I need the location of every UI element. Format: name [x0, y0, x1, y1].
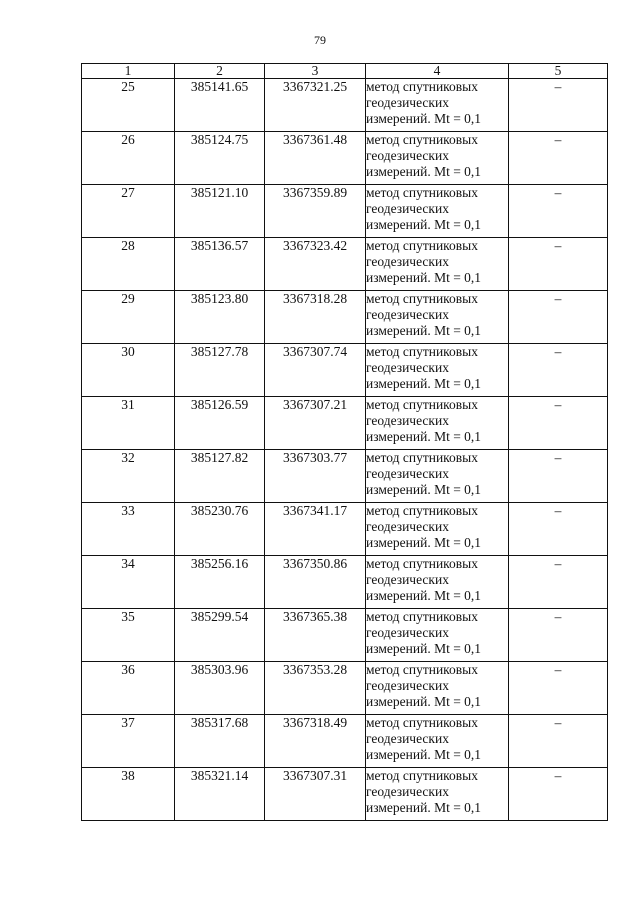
table-row: [82, 556, 608, 609]
method-text-line: геодезических: [366, 572, 449, 587]
column-header-2: 2: [175, 64, 265, 79]
method-text-line: метод спутниковых: [366, 238, 478, 253]
point-number-cell: 28: [82, 238, 175, 291]
table-row: [82, 397, 608, 450]
point-number-cell: 35: [82, 609, 175, 662]
method-text-line: метод спутниковых: [366, 344, 478, 359]
method-text-line: измерений. Mt = 0,1: [366, 694, 482, 709]
point-number-cell: 30: [82, 344, 175, 397]
y-coordinate-cell: 3367307.31: [265, 768, 366, 821]
y-coordinate-cell: 3367353.28: [265, 662, 366, 715]
method-cell: [366, 662, 509, 715]
method-text-line: метод спутниковых: [366, 662, 478, 677]
y-coordinate-cell: 3367307.21: [265, 397, 366, 450]
y-coordinate-cell: 3367318.28: [265, 291, 366, 344]
note-cell: –: [509, 397, 608, 450]
table-row: [82, 238, 608, 291]
table-row: [82, 715, 608, 768]
x-coordinate-cell: 385123.80: [175, 291, 265, 344]
method-text-line: метод спутниковых: [366, 397, 478, 412]
y-coordinate-cell: 3367350.86: [265, 556, 366, 609]
note-cell: –: [509, 450, 608, 503]
method-text-line: измерений. Mt = 0,1: [366, 376, 482, 391]
method-text-line: метод спутниковых: [366, 556, 478, 571]
method-text-line: геодезических: [366, 201, 449, 216]
method-text-line: геодезических: [366, 678, 449, 693]
method-cell: [366, 715, 509, 768]
method-text-line: измерений. Mt = 0,1: [366, 800, 482, 815]
page-number: 79: [314, 33, 326, 47]
note-cell: –: [509, 715, 608, 768]
x-coordinate-cell: 385141.65: [175, 79, 265, 132]
point-number-cell: 25: [82, 79, 175, 132]
y-coordinate-cell: 3367318.49: [265, 715, 366, 768]
method-cell: [366, 450, 509, 503]
method-cell: [366, 344, 509, 397]
table-row: [82, 609, 608, 662]
method-cell: [366, 503, 509, 556]
method-text-line: измерений. Mt = 0,1: [366, 641, 482, 656]
note-cell: –: [509, 238, 608, 291]
method-text-line: геодезических: [366, 519, 449, 534]
point-number-cell: 38: [82, 768, 175, 821]
table-row: [82, 503, 608, 556]
note-cell: –: [509, 132, 608, 185]
x-coordinate-cell: 385299.54: [175, 609, 265, 662]
method-text-line: измерений. Mt = 0,1: [366, 164, 482, 179]
y-coordinate-cell: 3367359.89: [265, 185, 366, 238]
method-text-line: метод спутниковых: [366, 450, 478, 465]
method-text-line: геодезических: [366, 625, 449, 640]
y-coordinate-cell: 3367365.38: [265, 609, 366, 662]
method-text-line: метод спутниковых: [366, 503, 478, 518]
method-text-line: измерений. Mt = 0,1: [366, 747, 482, 762]
table-row: [82, 132, 608, 185]
method-text-line: геодезических: [366, 413, 449, 428]
method-text-line: геодезических: [366, 784, 449, 799]
method-text-line: геодезических: [366, 360, 449, 375]
x-coordinate-cell: 385321.14: [175, 768, 265, 821]
y-coordinate-cell: 3367341.17: [265, 503, 366, 556]
method-text-line: метод спутниковых: [366, 291, 478, 306]
method-text-line: метод спутниковых: [366, 609, 478, 624]
method-text-line: измерений. Mt = 0,1: [366, 323, 482, 338]
x-coordinate-cell: 385127.82: [175, 450, 265, 503]
method-cell: [366, 609, 509, 662]
method-text-line: измерений. Mt = 0,1: [366, 217, 482, 232]
x-coordinate-cell: 385126.59: [175, 397, 265, 450]
method-text-line: геодезических: [366, 95, 449, 110]
column-header-5: 5: [509, 64, 608, 79]
method-text-line: измерений. Mt = 0,1: [366, 482, 482, 497]
point-number-cell: 29: [82, 291, 175, 344]
method-text-line: метод спутниковых: [366, 132, 478, 147]
column-header-1: 1: [82, 64, 175, 79]
point-number-cell: 26: [82, 132, 175, 185]
x-coordinate-cell: 385127.78: [175, 344, 265, 397]
method-text-line: геодезических: [366, 731, 449, 746]
table-row: [82, 291, 608, 344]
note-cell: –: [509, 79, 608, 132]
y-coordinate-cell: 3367321.25: [265, 79, 366, 132]
method-cell: [366, 556, 509, 609]
method-text-line: геодезических: [366, 148, 449, 163]
method-text-line: геодезических: [366, 466, 449, 481]
point-number-cell: 33: [82, 503, 175, 556]
point-number-cell: 27: [82, 185, 175, 238]
method-cell: [366, 238, 509, 291]
table-row: [82, 185, 608, 238]
table-row: [82, 768, 608, 821]
x-coordinate-cell: 385121.10: [175, 185, 265, 238]
note-cell: –: [509, 662, 608, 715]
y-coordinate-cell: 3367303.77: [265, 450, 366, 503]
point-number-cell: 34: [82, 556, 175, 609]
column-header-3: 3: [265, 64, 366, 79]
table-row: [82, 450, 608, 503]
y-coordinate-cell: 3367361.48: [265, 132, 366, 185]
method-text-line: геодезических: [366, 254, 449, 269]
method-cell: [366, 79, 509, 132]
coordinates-table: [81, 63, 608, 821]
note-cell: –: [509, 503, 608, 556]
x-coordinate-cell: 385124.75: [175, 132, 265, 185]
note-cell: –: [509, 185, 608, 238]
method-text-line: метод спутниковых: [366, 185, 478, 200]
method-cell: [366, 291, 509, 344]
note-cell: –: [509, 291, 608, 344]
x-coordinate-cell: 385317.68: [175, 715, 265, 768]
table-row: [82, 662, 608, 715]
method-text-line: геодезических: [366, 307, 449, 322]
method-text-line: измерений. Mt = 0,1: [366, 535, 482, 550]
point-number-cell: 37: [82, 715, 175, 768]
method-cell: [366, 132, 509, 185]
x-coordinate-cell: 385303.96: [175, 662, 265, 715]
table-row: [82, 344, 608, 397]
column-header-4: 4: [366, 64, 509, 79]
method-cell: [366, 397, 509, 450]
note-cell: –: [509, 344, 608, 397]
table-body: [82, 79, 608, 821]
y-coordinate-cell: 3367307.74: [265, 344, 366, 397]
method-text-line: измерений. Mt = 0,1: [366, 429, 482, 444]
method-text-line: измерений. Mt = 0,1: [366, 588, 482, 603]
note-cell: –: [509, 609, 608, 662]
method-text-line: измерений. Mt = 0,1: [366, 270, 482, 285]
method-text-line: метод спутниковых: [366, 768, 478, 783]
table-header-row: [82, 64, 608, 79]
x-coordinate-cell: 385256.16: [175, 556, 265, 609]
method-text-line: метод спутниковых: [366, 715, 478, 730]
method-text-line: метод спутниковых: [366, 79, 478, 94]
x-coordinate-cell: 385230.76: [175, 503, 265, 556]
point-number-cell: 32: [82, 450, 175, 503]
y-coordinate-cell: 3367323.42: [265, 238, 366, 291]
method-cell: [366, 185, 509, 238]
method-cell: [366, 768, 509, 821]
method-text-line: измерений. Mt = 0,1: [366, 111, 482, 126]
note-cell: –: [509, 556, 608, 609]
table-row: [82, 79, 608, 132]
point-number-cell: 36: [82, 662, 175, 715]
note-cell: –: [509, 768, 608, 821]
x-coordinate-cell: 385136.57: [175, 238, 265, 291]
point-number-cell: 31: [82, 397, 175, 450]
